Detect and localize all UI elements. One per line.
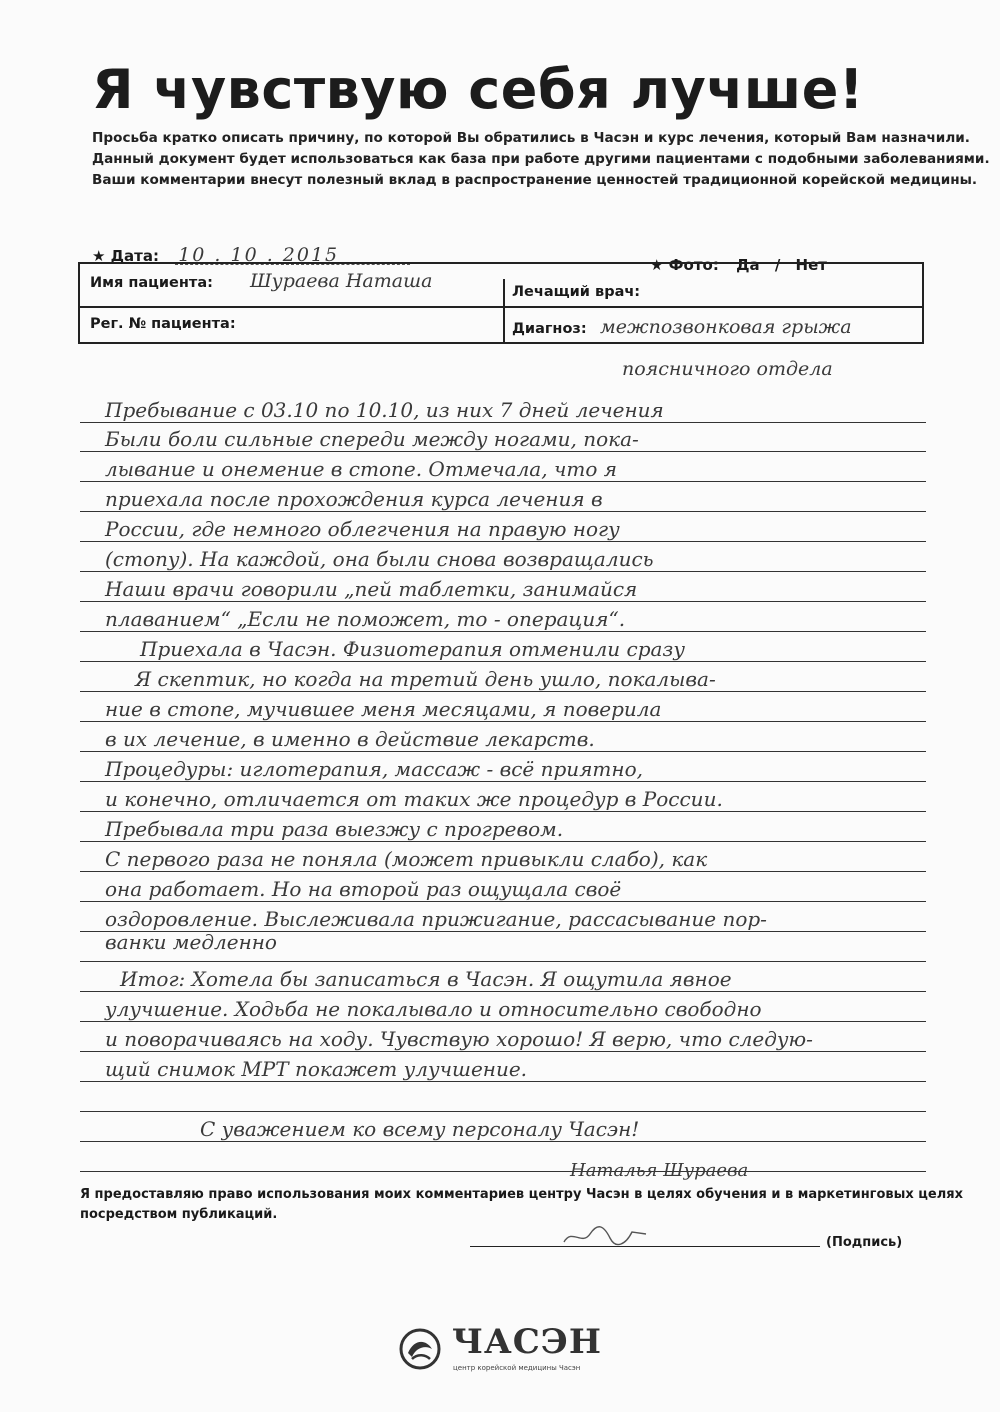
ruled-line [80,511,926,512]
doctor-label: Лечащий врач: [512,284,641,300]
handwritten-line: плаванием“ „Если не поможет, то - операция“. [105,607,626,631]
ruled-line [80,901,926,902]
date-value: 10 . 10 . 2015 [178,244,340,266]
handwritten-line: ние в стопе, мучившее меня месяцами, я поверила [105,697,662,721]
ruled-line [80,1111,926,1112]
handwritten-line: в их лечение, в именно в действие лекарств. [105,727,595,751]
logo-emblem-icon [398,1327,442,1371]
ruled-line [80,781,926,782]
ruled-line [80,601,926,602]
handwritten-line: и поворачиваясь на ходу. Чувствую хорошо! Я верю, что следую- [105,1027,813,1051]
ruled-line [80,1021,926,1022]
handwritten-line: улучшение. Ходьба не покалывало и относительно свободно [105,997,762,1021]
handwritten-signature-name: Наталья Шураева [570,1160,749,1181]
ruled-line [80,481,926,482]
reg-number-label: Рег. № пациента: [90,316,236,332]
consent-line: Я предоставляю право использования моих комментариев центру Часэн в целях обучения и в маркетинговых целях [80,1187,964,1202]
handwritten-line: Пребывание с 03.10 по 10.10, из них 7 дней лечения [105,398,664,422]
ruled-line [80,631,926,632]
ruled-line [80,1051,926,1052]
ruled-line [80,961,926,962]
ruled-line [80,1171,926,1172]
handwritten-line: Приехала в Часэн. Физиотерапия отменили сразу [140,637,685,661]
handwritten-line: России, где немного облегчения на правую ногу [105,517,620,541]
table-divider [80,306,922,308]
photo-separator: / [774,256,781,274]
handwritten-line: приехала после прохождения курса лечения в [105,487,603,511]
intro-line: Ваши комментарии внесут полезный вклад в распространение ценностей традиционной корейской медицины. [92,172,978,188]
ruled-line [80,661,926,662]
handwritten-line: ванки медленно [105,930,277,954]
handwritten-line: и конечно, отличается от таких же процедур в России. [105,787,723,811]
ruled-line [80,541,926,542]
patient-name-value[interactable]: Шураева Наташа [250,270,433,292]
logo-subtitle: центр корейской медицины Часэн [453,1364,581,1372]
logo-name: ЧАСЭН [452,1322,602,1362]
handwritten-line: она работает. Но на второй раз ощущала своё [105,877,622,901]
intro-line: Данный документ будет использоваться как база при работе другими пациентами с подобными заболеваниями. [92,151,990,167]
ruled-line [80,691,926,692]
ruled-line [80,991,926,992]
ruled-line [80,451,926,452]
handwritten-line: Я скептик, но когда на третий день ушло, покалыва- [135,667,716,691]
patient-name-label: Имя пациента: [90,275,213,291]
consent-text [80,1185,964,1225]
date-label: ★ Дата: [92,247,159,265]
handwritten-line: лывание и онемение в стопе. Отмечала, что я [105,457,617,481]
ruled-line [80,571,926,572]
signature-line[interactable] [470,1246,820,1247]
ruled-line [80,811,926,812]
photo-yes-option[interactable]: Да [736,256,760,274]
photo-no-option[interactable]: Нет [795,256,827,274]
handwritten-line: С уважением ко всему персоналу Часэн! [200,1117,640,1141]
handwritten-line: Процедуры: иглотерапия, массаж - всё приятно, [105,757,643,781]
photo-label: ★ Фото: [650,256,719,274]
ruled-line [80,1081,926,1082]
ruled-line [80,1141,926,1142]
consent-line: посредством публикаций. [80,1207,278,1222]
handwritten-line: Итог: Хотела бы записаться в Часэн. Я ощутила явное [120,967,732,991]
intro-line: Просьба кратко описать причину, по которой Вы обратились в Часэн и курс лечения, который Вам назначили. [92,130,970,146]
handwritten-line: С первого раза не поняла (может привыкли слабо), как [105,847,708,871]
handwritten-line: (стопу). На каждой, она были снова возвращались [105,547,654,571]
intro-text [92,128,990,191]
ruled-line [80,422,926,423]
diagnosis-label: Диагноз: [512,321,587,337]
diagnosis-value[interactable]: межпозвонковая грыжа [600,316,852,338]
handwritten-line: оздоровление. Выслеживала прижигание, рассасывание пор- [105,907,767,931]
signature-label: (Подпись) [826,1235,903,1250]
handwritten-line: щий снимок МРТ покажет улучшение. [105,1057,528,1081]
diagnosis-value-continued: поясничного отдела [622,358,833,380]
table-divider [503,279,505,342]
page-title: Я чувствую себя лучше! [92,58,865,121]
signature-scribble [560,1222,650,1248]
ruled-line [80,751,926,752]
patient-info-table [78,262,924,344]
ruled-line [80,721,926,722]
handwritten-line: Были боли сильные спереди между ногами, пока- [105,427,639,451]
ruled-line [80,841,926,842]
handwritten-line: Наши врачи говорили „пей таблетки, занимайся [105,577,638,601]
handwritten-line: Пребывала три раза выезжу с прогревом. [105,817,564,841]
ruled-line [80,871,926,872]
